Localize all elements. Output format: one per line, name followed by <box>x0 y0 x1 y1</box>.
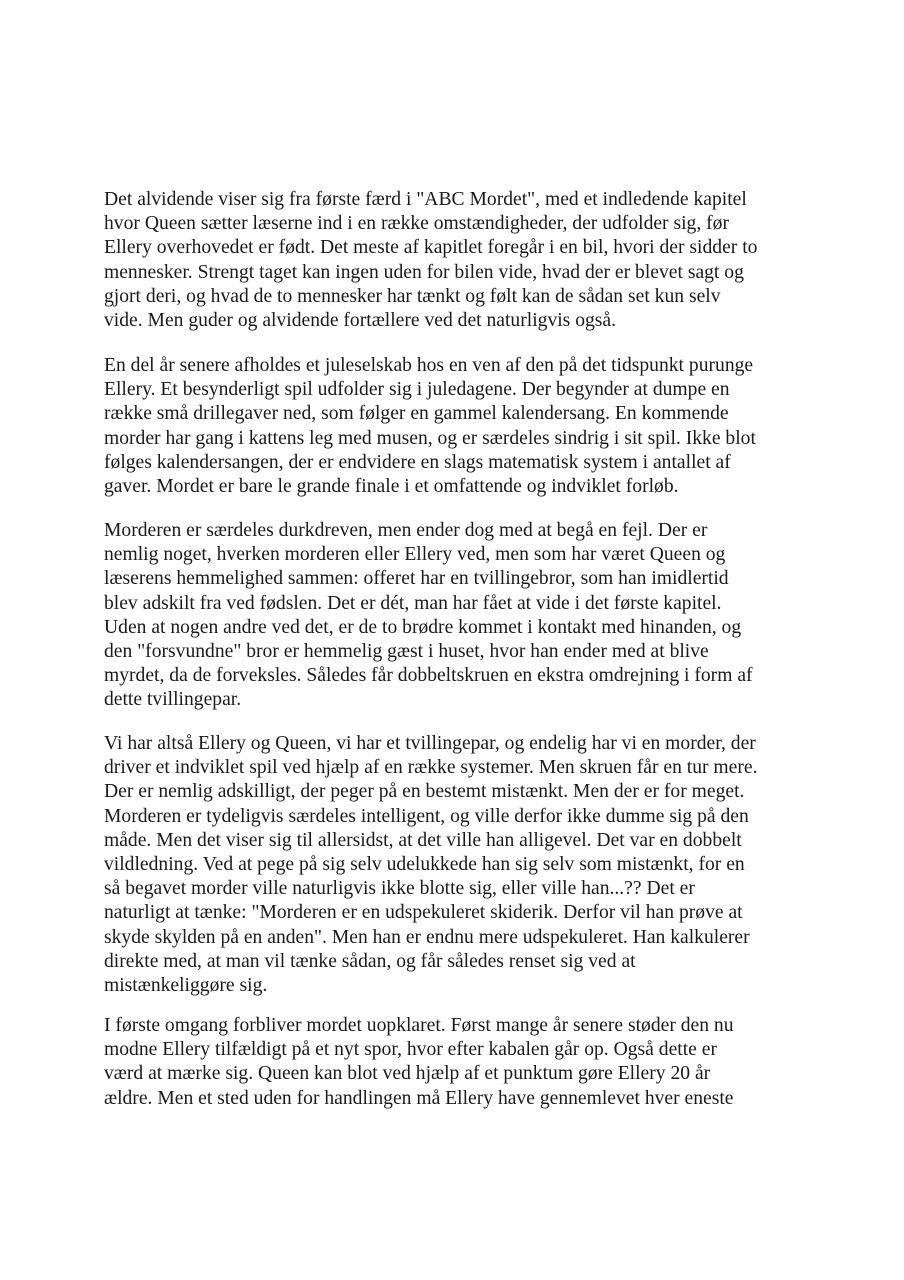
text-line: Morderen er særdeles durkdreven, men ender dog med at begå en fejl. Der er <box>104 520 708 541</box>
text-line: vide. Men guder og alvidende fortællere ved det naturligvis også. <box>104 310 617 332</box>
text-line: Ellery. Et besynderligt spil udfolder sig i juledagene. Der begynder at dumpe en <box>104 379 730 401</box>
text-line: vildledning. Ved at pege på sig selv udelukkede han sig selv som mistænkt, for en <box>104 854 745 876</box>
text-line: hvor Queen sætter læserne ind i en række omstændigheder, der udfolder sig, før <box>104 213 729 235</box>
paragraph-5 <box>104 1014 804 1111</box>
text-line: driver et indviklet spil ved hjælp af en række systemer. Men skruen får en tur mere. <box>104 757 758 779</box>
text-line: direkte med, at man vil tænke sådan, og får således renset sig ved at <box>104 950 636 972</box>
text-line: dette tvillingepar. <box>104 689 242 711</box>
text-line: ældre. Men et sted uden for handlingen må Ellery have gennemlevet hver eneste <box>104 1087 734 1109</box>
text-line: Det alvidende viser sig fra første færd i "ABC Mordet", med et indledende kapitel <box>104 189 747 210</box>
text-line: myrdet, da de forveksles. Således får dobbeltskruen en ekstra omdrejning i form af <box>104 665 753 687</box>
text-line: måde. Men det viser sig til allersidst, at det ville han alligevel. Det var en dobbelt <box>104 829 742 851</box>
text-line: nemlig noget, hverken morderen eller Ellery ved, men som har været Queen og <box>104 544 726 566</box>
text-line: Morderen er tydeligvis særdeles intelligent, og ville derfor ikke dumme sig på den <box>104 805 749 827</box>
text-line: blev adskilt fra ved fødslen. Det er dét, man har fået at vide i det første kapitel. <box>104 592 722 614</box>
text-line: Der er nemlig adskilligt, der peger på en bestemt mistænkt. Men der er for meget. <box>104 781 745 803</box>
text-line: følges kalendersangen, der er endvidere en slags matematisk system i antallet af <box>104 451 731 473</box>
text-line: Uden at nogen andre ved det, er de to brødre kommet i kontakt med hinanden, og <box>104 616 742 638</box>
text-line: morder har gang i kattens leg med musen, og er særdeles sindrig i sit spil. Ikke blot <box>104 427 756 449</box>
paragraph-4 <box>104 732 804 998</box>
text-line: gjort deri, og hvad de to mennesker har tænkt og følt kan de sådan set kun selv <box>104 285 721 307</box>
text-line: Vi har altså Ellery og Queen, vi har et tvillingepar, og endelig har vi en morder, der <box>104 733 756 754</box>
text-line: I første omgang forbliver mordet uopklaret. Først mange år senere støder den nu <box>104 1015 734 1036</box>
text-line: mennesker. Strengt taget kan ingen uden for bilen vide, hvad der er blevet sagt og <box>104 261 744 283</box>
text-line: mistænkeliggøre sig. <box>104 975 268 997</box>
text-line: den "forsvundne" bror er hemmelig gæst i huset, hvor han ender med at blive <box>104 641 709 663</box>
text-line: Ellery overhovedet er født. Det meste af kapitlet foregår i en bil, hvori der sidder to <box>104 237 758 259</box>
paragraph-3 <box>104 519 804 713</box>
text-line: så begavet morder ville naturligvis ikke blotte sig, eller ville han...?? Det er <box>104 878 695 900</box>
text-line: læserens hemmelighed sammen: offeret har en tvillingebror, som han imidlertid <box>104 568 729 590</box>
text-line: gaver. Mordet er bare le grande finale i et omfattende og indviklet forløb. <box>104 476 679 498</box>
text-line: naturligt at tænke: "Morderen er en udspekuleret skiderik. Derfor vil han prøve at <box>104 902 743 924</box>
paragraph-1 <box>104 188 804 333</box>
text-line: skyde skylden på en anden". Men han er endnu mere udspekuleret. Han kalkulerer <box>104 926 750 948</box>
text-line: række små drillegaver ned, som følger en gammel kalendersang. En kommende <box>104 403 729 425</box>
text-line: modne Ellery tilfældigt på et nyt spor, hvor efter kabalen går op. Også dette er <box>104 1039 717 1061</box>
text-line: En del år senere afholdes et juleselskab hos en ven af den på det tidspunkt purunge <box>104 355 754 376</box>
text-line: værd at mærke sig. Queen kan blot ved hjælp af et punktum gøre Ellery 20 år <box>104 1063 711 1085</box>
paragraph-2 <box>104 354 804 499</box>
